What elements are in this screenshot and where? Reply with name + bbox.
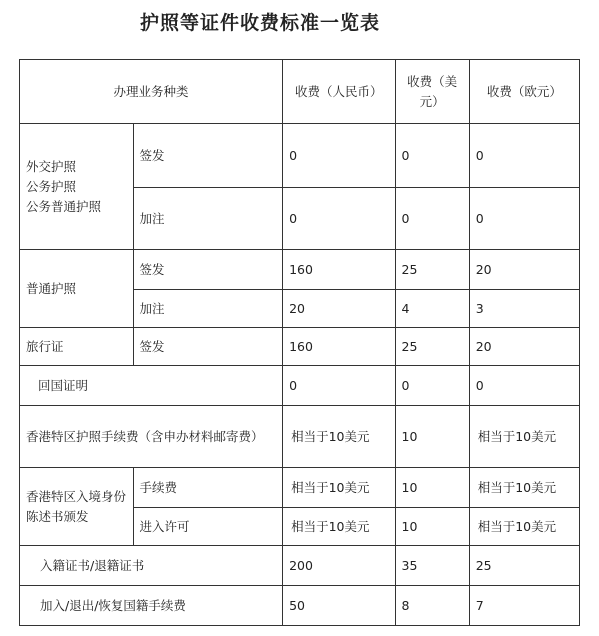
type-label: 加入/退出/恢复国籍手续费 xyxy=(20,586,283,626)
table-row xyxy=(20,586,580,626)
table-row xyxy=(20,366,580,406)
type-label: 香港特区入境身份陈述书颁发 xyxy=(20,468,134,546)
sub-type-label: 加注 xyxy=(133,290,283,328)
cny-cell: 160 xyxy=(283,250,395,290)
eur-cell: 3 xyxy=(469,290,579,328)
cny-cell: 20 xyxy=(283,290,395,328)
cny-cell: 160 xyxy=(283,328,395,366)
eur-cell: 0 xyxy=(469,366,579,406)
header-cny: 收费（人民币） xyxy=(283,60,395,124)
type-label: 香港特区护照手续费（含申办材料邮寄费） xyxy=(20,406,283,468)
sub-type-label: 签发 xyxy=(133,250,283,290)
cny-cell: 0 xyxy=(283,366,395,406)
cny-cell: 相当于10美元 xyxy=(283,468,395,508)
usd-cell: 4 xyxy=(395,290,469,328)
usd-cell: 25 xyxy=(395,328,469,366)
type-label: 入籍证书/退籍证书 xyxy=(20,546,283,586)
type-label: 旅行证 xyxy=(20,328,134,366)
header-category: 办理业务种类 xyxy=(20,60,283,124)
type-line: 公务护照 xyxy=(26,178,77,194)
usd-cell: 0 xyxy=(395,188,469,250)
cny-cell: 0 xyxy=(283,188,395,250)
type-line: 外交护照 xyxy=(26,158,77,174)
cny-cell: 200 xyxy=(283,546,395,586)
table-row xyxy=(20,406,580,468)
usd-cell: 0 xyxy=(395,124,469,188)
eur-cell: 相当于10美元 xyxy=(469,406,579,468)
cny-cell: 相当于10美元 xyxy=(283,406,395,468)
eur-cell: 0 xyxy=(469,188,579,250)
sub-type-label: 签发 xyxy=(133,124,283,188)
sub-type-label: 加注 xyxy=(133,188,283,250)
eur-cell: 0 xyxy=(469,124,579,188)
type-label: 普通护照 xyxy=(20,250,134,328)
usd-cell: 0 xyxy=(395,366,469,406)
header-usd: 收费（美元） xyxy=(395,60,469,124)
cny-cell: 0 xyxy=(283,124,395,188)
table-header-row xyxy=(20,60,580,124)
eur-cell: 相当于10美元 xyxy=(469,468,579,508)
cny-cell: 50 xyxy=(283,586,395,626)
sub-type-label: 进入许可 xyxy=(133,508,283,546)
eur-cell: 25 xyxy=(469,546,579,586)
usd-cell: 10 xyxy=(395,508,469,546)
table-row xyxy=(20,250,580,290)
eur-cell: 20 xyxy=(469,250,579,290)
usd-cell: 35 xyxy=(395,546,469,586)
type-line: 公务普通护照 xyxy=(26,198,102,214)
usd-cell: 25 xyxy=(395,250,469,290)
table-row xyxy=(20,546,580,586)
eur-cell: 7 xyxy=(469,586,579,626)
type-label: 回国证明 xyxy=(20,366,283,406)
table-row xyxy=(20,328,580,366)
usd-cell: 10 xyxy=(395,468,469,508)
fee-table xyxy=(19,59,580,626)
page-title: 护照等证件收费标准一览表 xyxy=(140,12,381,34)
table-row xyxy=(20,124,580,188)
usd-cell: 10 xyxy=(395,406,469,468)
diplomatic-passport-types xyxy=(20,124,134,250)
table-row xyxy=(20,468,580,508)
eur-cell: 相当于10美元 xyxy=(469,508,579,546)
header-eur: 收费（欧元） xyxy=(469,60,579,124)
usd-cell: 8 xyxy=(395,586,469,626)
sub-type-label: 签发 xyxy=(133,328,283,366)
sub-type-label: 手续费 xyxy=(133,468,283,508)
cny-cell: 相当于10美元 xyxy=(283,508,395,546)
eur-cell: 20 xyxy=(469,328,579,366)
